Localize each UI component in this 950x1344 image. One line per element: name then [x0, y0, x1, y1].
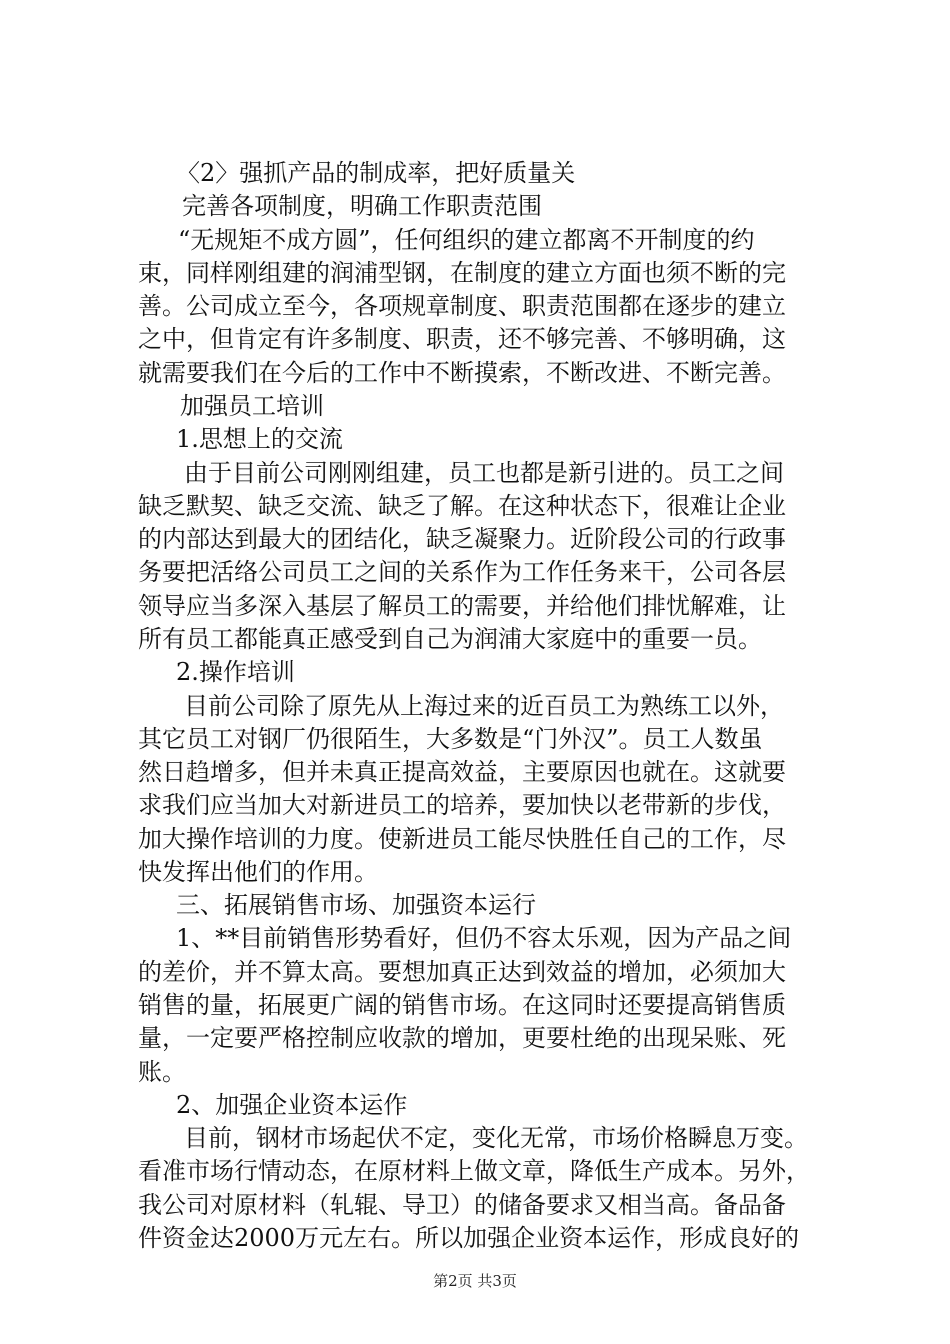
- sub-heading-quality: 〈2〉强抓产品的制成率，把好质量关: [176, 159, 576, 187]
- paragraph-line: 我公司对原材料（轧辊、导卫）的储备要求又相当高。备品备: [138, 1191, 786, 1219]
- paragraph-line: 所有员工都能真正感受到自己为润浦大家庭中的重要一员。: [138, 625, 762, 653]
- paragraph-line: 销售的量，拓展更广阔的销售市场。在这同时还要提高销售质: [138, 991, 786, 1019]
- paragraph-line: 快发挥出他们的作用。: [138, 858, 378, 886]
- paragraph-line: 目前，钢材市场起伏不定，变化无常，市场价格瞬息万变。: [184, 1124, 808, 1152]
- paragraph-line: 领导应当多深入基层了解员工的需要，并给他们排忧解难，让: [138, 592, 786, 620]
- paragraph-line: 的差价，并不算太高。要想加真正达到效益的增加，必须加大: [138, 958, 786, 986]
- paragraph-line: 就需要我们在今后的工作中不断摸索，不断改进、不断完善。: [138, 359, 786, 387]
- paragraph-line: 看准市场行情动态，在原材料上做文章，降低生产成本。另外，: [138, 1157, 810, 1185]
- sub-heading-operation: 2.操作培训: [176, 658, 295, 686]
- heading-regulations: 完善各项制度，明确工作职责范围: [182, 192, 542, 220]
- paragraph-line: 善。公司成立至今，各项规章制度、职责范围都在逐步的建立: [138, 292, 786, 320]
- paragraph-line: “无规矩不成方圆”，任何组织的建立都离不开制度的约: [178, 226, 755, 254]
- heading-training: 加强员工培训: [180, 392, 324, 420]
- paragraph-line: 然日趋增多，但并未真正提高效益，主要原因也就在。这就要: [138, 758, 786, 786]
- paragraph-line: 加大操作培训的力度。使新进员工能尽快胜任自己的工作，尽: [138, 825, 786, 853]
- paragraph-line: 的内部达到最大的团结化，缺乏凝聚力。近阶段公司的行政事: [138, 525, 786, 553]
- paragraph-line: 务要把活络公司员工之间的关系作为工作任务来干，公司各层: [138, 558, 786, 586]
- paragraph-line: 账。: [138, 1058, 186, 1086]
- paragraph-line: 其它员工对钢厂仍很陌生，大多数是“门外汉”。员工人数虽: [138, 725, 763, 753]
- paragraph-line: 1、**目前销售形势看好，但仍不容太乐观，因为产品之间: [176, 924, 792, 952]
- paragraph-line: 件资金达2000万元左右。所以加强企业资本运作，形成良好的: [138, 1224, 800, 1252]
- paragraph-line: 量，一定要严格控制应收款的增加，更要杜绝的出现呆账、死: [138, 1024, 786, 1052]
- paragraph-line: 束，同样刚组建的润浦型钢，在制度的建立方面也须不断的完: [138, 259, 786, 287]
- paragraph-line: 缺乏默契、缺乏交流、缺乏了解。在这种状态下，很难让企业: [138, 492, 786, 520]
- paragraph-line: 求我们应当加大对新进员工的培养，要加快以老带新的步伐，: [138, 791, 786, 819]
- paragraph-line: 之中，但肯定有许多制度、职责，还不够完善、不够明确，这: [138, 325, 786, 353]
- sub-heading-communication: 1.思想上的交流: [176, 425, 343, 453]
- sub-heading-capital: 2、加强企业资本运作: [176, 1091, 408, 1119]
- heading-sales-capital: 三、拓展销售市场、加强资本运行: [176, 891, 536, 919]
- paragraph-line: 目前公司除了原先从上海过来的近百员工为熟练工以外，: [184, 692, 784, 720]
- paragraph-line: 由于目前公司刚刚组建，员工也都是新引进的。员工之间: [184, 459, 784, 487]
- page-number: 第2页 共3页: [433, 1272, 517, 1290]
